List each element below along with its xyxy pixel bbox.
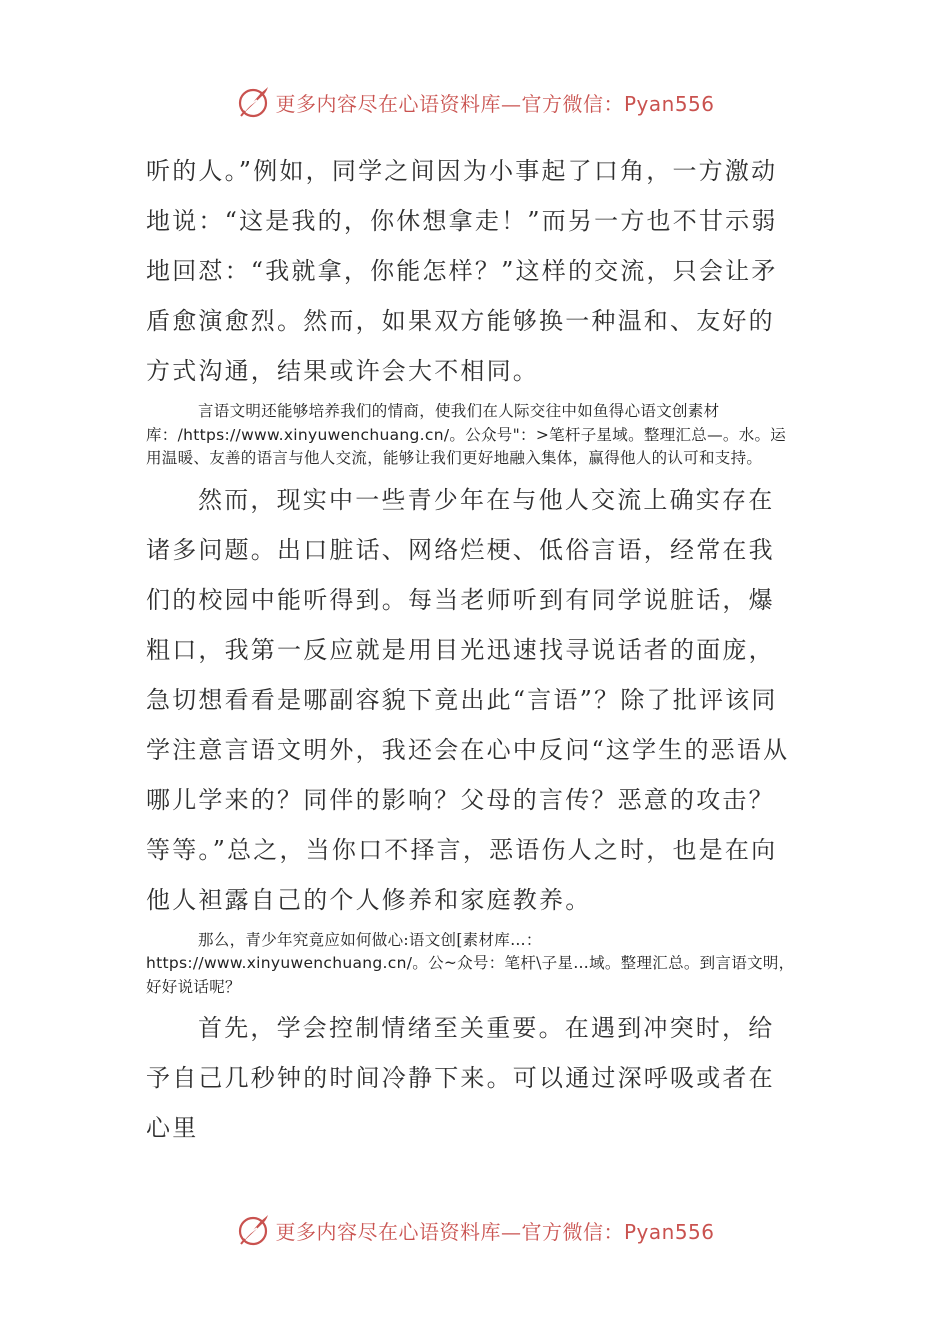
paragraph-1: 听的人。”例如，同学之间因为小事起了口角，一方激动地说：“这是我的，你休想拿走！”而另一方也不甘示弱地回怼：“我就拿，你能怎样？”这样的交流，只会让矛盾愈演愈烈。然而，如果双方能够换一种温和、友好的方式沟通，结果或许会大不相同。 (146, 157, 778, 385)
paragraph-4: 那么，青少年究竟应如何做心:语文创[素材库…：https://www.xinyuwenchuang.cn/。公~众号：笔杆\子星…域。整理汇总。到言语文明，好好说话呢？ (146, 930, 795, 996)
quill-logo-icon (235, 1212, 271, 1248)
quill-logo-icon (235, 84, 271, 120)
paragraph-3: 然而，现实中一些青少年在与他人交流上确实存在诸多问题。出口脏话、网络烂梗、低俗言语，经常在我们的校园中能听得到。每当老师听到有同学说脏话，爆粗口，我第一反应就是用目光迅速找寻说话者的面庞，急切想看看是哪副容貌下竟出此“言语”？除了批评该同学注意言语文明外，我还会在心中反问“这学生的恶语从哪儿学来的？同伴的影响？父母的言传？恶意的攻击？等等。”总之，当你口不择言，恶语伤人之时，也是在向他人袒露自己的个人修养和家庭教养。 (146, 485, 790, 914)
footer-text: 更多内容尽在心语资料库—官方微信：Pyan556 (275, 1219, 715, 1244)
website-link[interactable]: https://www.xinyuwenchuang.cn/ (146, 954, 413, 972)
footer-banner (0, 1210, 950, 1250)
website-link[interactable]: https://www.xinyuwenchuang.cn/ (183, 425, 450, 444)
paragraph-5: 首先，学会控制情绪至关重要。在遇到冲突时，给予自己几秒钟的时间冷静下来。可以通过深呼吸或者在心里 (146, 1014, 775, 1142)
document-body (146, 146, 796, 1153)
header-banner (0, 82, 950, 122)
header-text: 更多内容尽在心语资料库—官方微信：Pyan556 (275, 91, 715, 116)
paragraph-2: 言语文明还能够培养我们的情商，使我们在人际交往中如鱼得心语文创素材库：/https://www.xinyuwenchuang.cn/。公众号"：>笔杆子星域。整理汇总—。水。运用温暖、友善的语言与他人交流，能够让我们更好地融入集体，赢得他人的认可和支持。 (146, 402, 787, 467)
